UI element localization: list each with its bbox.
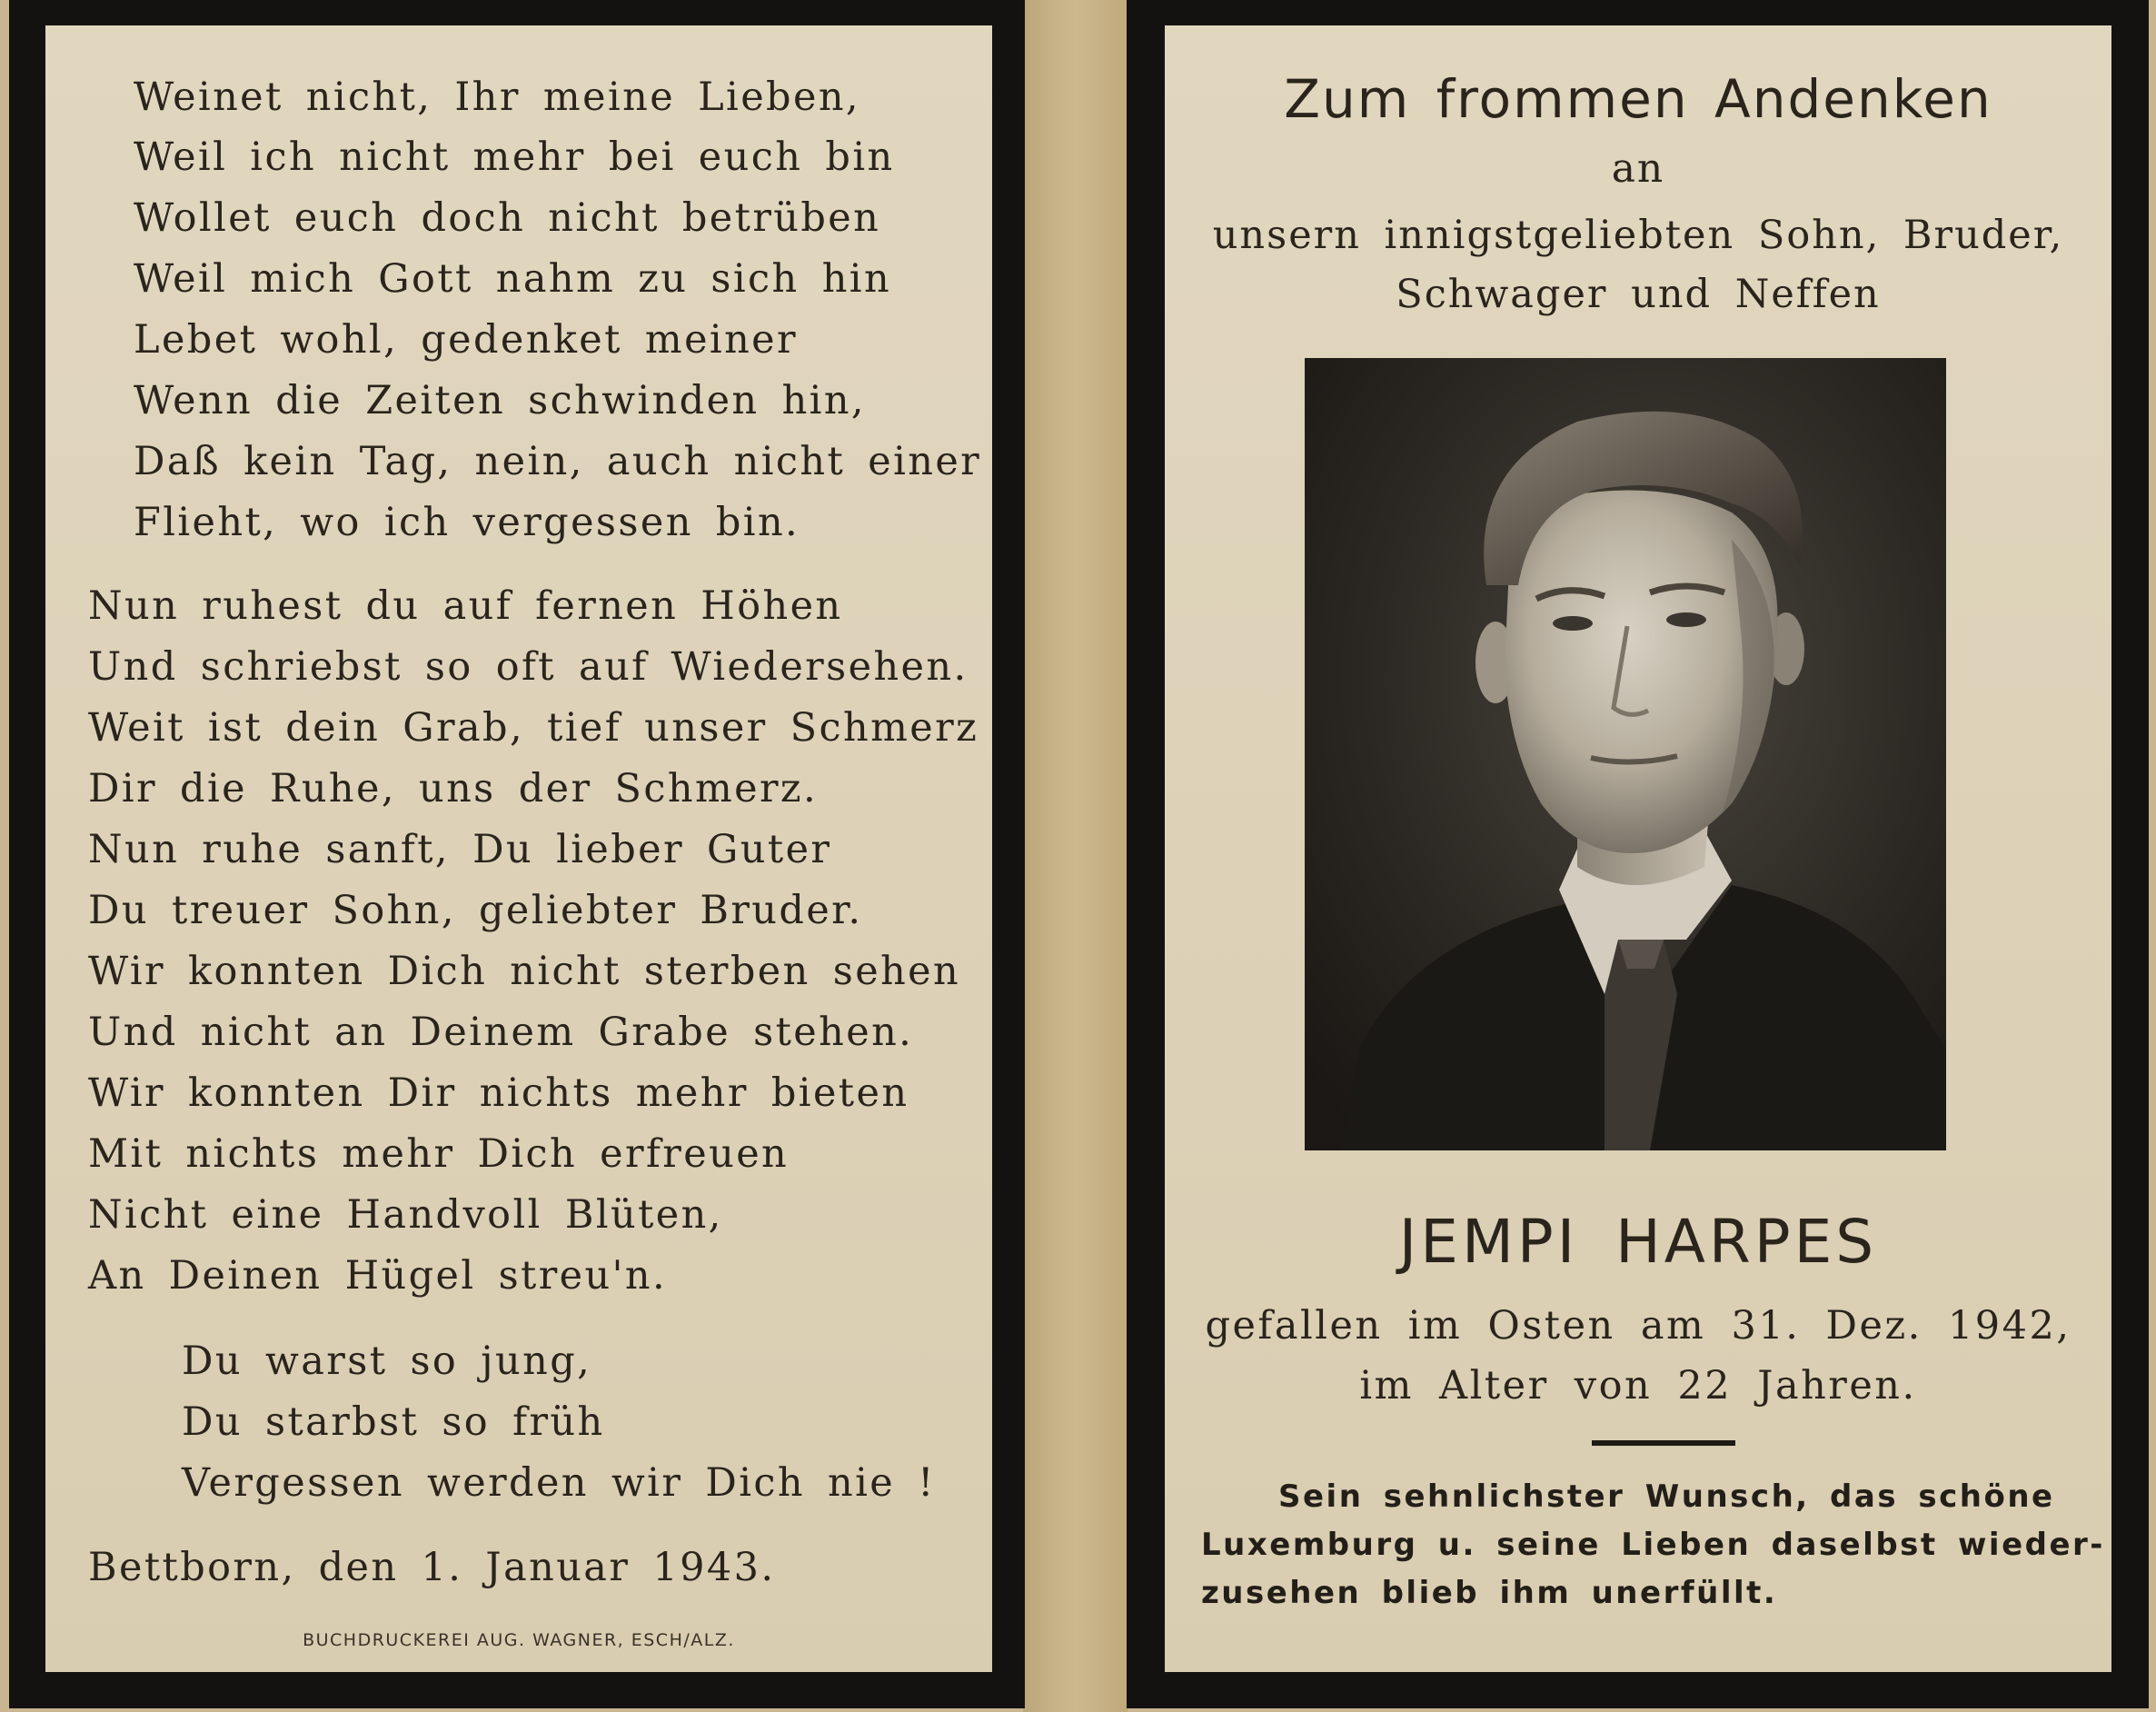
poem-line: Du warst so jung, [182,1339,592,1384]
wish-line: Luxemburg u. seine Lieben daselbst wieder- [1201,1527,2105,1563]
poem-line: Weil mich Gott nahm zu sich hin [134,256,892,302]
poem-line: Lebet wohl, gedenket meiner [134,317,798,363]
wish-line: zusehen blieb ihm unerfüllt. [1201,1575,1778,1611]
poem-line: Weit ist dein Grab, tief unser Schmerz [88,705,979,751]
poem-line: Weil ich nicht mehr bei euch bin [134,134,895,180]
poem-line: Wir konnten Dir nichts mehr bieten [88,1070,909,1116]
card-fold-background [1023,0,1128,1712]
poem-line: Mit nichts mehr Dich erfreuen [88,1131,790,1177]
poem-line: Daß kein Tag, nein, auch nicht einer [134,439,982,484]
dedication-line: unsern innigstgeliebten Sohn, Bruder, [1212,213,2064,258]
deceased-name: JEMPI HARPES [1398,1207,1878,1277]
death-details: gefallen im Osten am 31. Dez. 1942, [1205,1303,2072,1349]
poem-line: Wir konnten Dich nicht sterben sehen [88,949,961,994]
age-details: im Alter von 22 Jahren. [1359,1363,1917,1408]
dedication-line: Schwager und Neffen [1396,272,1881,317]
portrait-image [1305,358,1946,1150]
poem-line: Flieht, wo ich vergessen bin. [134,500,800,545]
poem-line: Du starbst so früh [182,1399,605,1445]
place-date: Bettborn, den 1. Januar 1943. [88,1545,776,1590]
poem-line: Nicht eine Handvoll Blüten, [88,1192,723,1238]
poem-line: Nun ruhest du auf fernen Höhen [88,583,843,629]
poem-line: Nun ruhe sanft, Du lieber Guter [88,827,832,872]
divider-rule [1592,1440,1735,1446]
poem-line: Wenn die Zeiten schwinden hin, [134,378,866,423]
printer-credit: BUCHDRUCKEREI AUG. WAGNER, ESCH/ALZ. [303,1630,735,1650]
poem-line: Wollet euch doch nicht betrüben [134,195,881,241]
poem-card [9,0,1025,1708]
poem-line: Du treuer Sohn, geliebter Bruder. [88,888,863,933]
memorial-title: Zum frommen Andenken [1284,68,1992,130]
poem-card-paper [45,25,992,1672]
poem-line: Dir die Ruhe, uns der Schmerz. [88,766,819,811]
poem-line: Weinet nicht, Ihr meine Lieben, [134,75,860,120]
memorial-an: an [1611,145,1665,192]
poem-line: Und schriebst so oft auf Wiedersehen. [88,644,969,690]
poem-line: Und nicht an Deinem Grabe stehen. [88,1010,914,1055]
poem-line: An Deinen Hügel streu'n. [88,1253,668,1299]
wish-line: Sein sehnlichster Wunsch, das schöne [1278,1478,2055,1515]
poem-line: Vergessen werden wir Dich nie ! [182,1460,936,1506]
portrait-photo [1305,358,1946,1150]
